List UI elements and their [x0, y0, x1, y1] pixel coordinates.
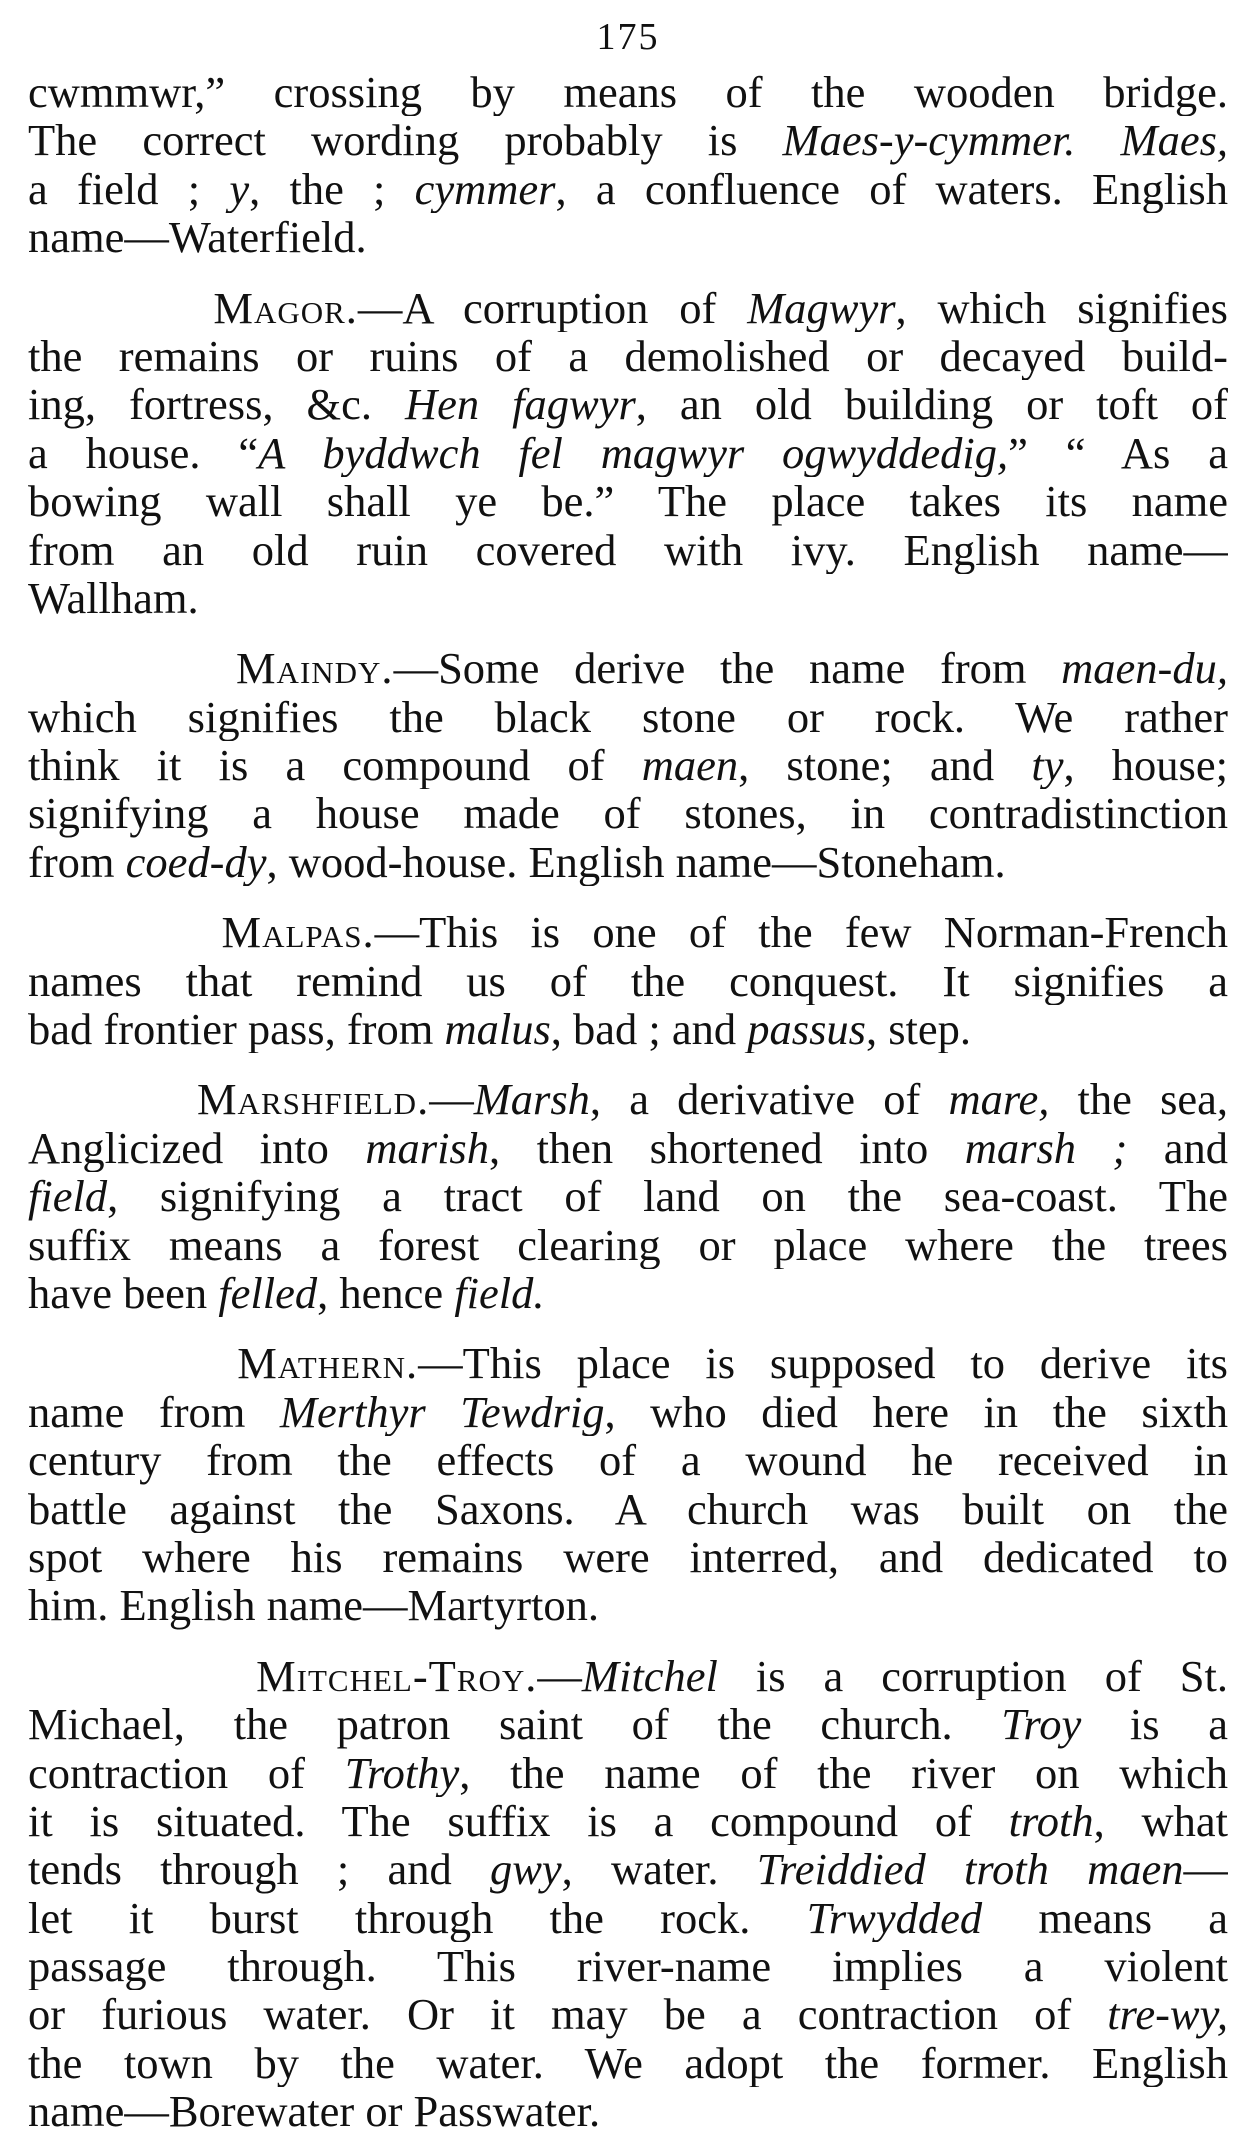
intro-paragraph — [28, 68, 1228, 262]
entry-malpas — [28, 908, 1228, 1053]
text-line: field, signifying a tract of land on the sea-coast. The — [28, 1172, 1228, 1221]
text-line: Maindy.—Some derive the name from maen-du, — [235, 644, 1228, 693]
text-line: Mathern.—This place is supposed to derive its — [237, 1339, 1228, 1388]
entry-heading: Mathern. — [237, 1339, 419, 1388]
text-line: Mitchel-Troy.—Mitchel is a corruption of St. — [256, 1651, 1228, 1701]
book-page — [28, 14, 1228, 2136]
text-line: a field ; y, the ; cymmer, a confluence of waters. English — [28, 164, 1228, 214]
entry-magor — [28, 284, 1228, 623]
text-line: bowing wall shall ye be.” The place takes its name — [28, 477, 1228, 526]
text-line: The correct wording probably is Maes-y-cymmer. Maes, — [28, 116, 1228, 165]
text-line: passage through. This river-name implies a violent — [28, 1942, 1228, 1991]
text-line: have been felled, hence field. — [28, 1268, 545, 1318]
text-line: name from Merthyr Tewdrig, who died here in the sixth — [28, 1387, 1228, 1437]
text-line: a house. “A byddwch fel magwyr ogwyddedig,” “ As a — [28, 428, 1228, 478]
text-line: suffix means a forest clearing or place where the trees — [28, 1220, 1228, 1269]
text-line: from an old ruin covered with ivy. English name— — [28, 525, 1228, 574]
entry-mitchel-troy — [28, 1652, 1228, 2136]
text-line: battle against the Saxons. A church was built on the — [28, 1484, 1228, 1533]
text-line: Wallham. — [28, 573, 199, 623]
text-line: which signifies the black stone or rock. We rather — [28, 692, 1228, 742]
entry-heading: Maindy. — [235, 644, 394, 693]
text-line: signifying a house made of stones, in contradistinction — [28, 789, 1228, 838]
text-line: tends through ; and gwy, water. Treiddied troth maen— — [28, 1845, 1228, 1894]
entry-mathern — [28, 1339, 1228, 1629]
text-line: Magor.—A corruption of Magwyr, which signifies — [213, 283, 1228, 332]
text-line: Marshfield.—Marsh, a derivative of mare, the sea, — [196, 1075, 1228, 1124]
text-line: from coed-dy, wood-house. English name—Stoneham. — [28, 837, 1006, 887]
entry-heading: Mitchel-Troy. — [256, 1651, 538, 1701]
entry-heading: Magor. — [213, 283, 358, 332]
text-line: the town by the water. We adopt the former. English — [28, 2038, 1228, 2088]
text-line: name—Waterfield. — [28, 213, 367, 262]
text-line: it is situated. The suffix is a compound of troth, what — [28, 1796, 1228, 1846]
text-line: contraction of Trothy, the name of the river on which — [28, 1748, 1228, 1797]
text-line: century from the effects of a wound he received in — [28, 1436, 1228, 1485]
entry-heading: Marshfield. — [196, 1075, 430, 1124]
text-line: spot where his remains were interred, and dedicated to — [28, 1532, 1228, 1582]
text-line: cwmmwr,” crossing by means of the wooden bridge. — [28, 68, 1228, 117]
text-line: him. English name—Martyrton. — [28, 1581, 600, 1630]
entry-marshfield — [28, 1075, 1228, 1317]
text-line: or furious water. Or it may be a contraction of tre-wy, — [28, 1990, 1228, 2039]
text-line: Anglicized into marish, then shortened into marsh ; and — [28, 1123, 1228, 1173]
text-line: bad frontier pass, from malus, bad ; and passus, step. — [28, 1005, 972, 1054]
text-line: think it is a compound of maen, stone; and ty, house; — [28, 741, 1228, 790]
text-line: Malpas.—This is one of the few Norman-French — [221, 908, 1228, 957]
text-line: the remains or ruins of a demolished or decayed build- — [28, 331, 1228, 381]
text-line: let it burst through the rock. Trwydded means a — [28, 1893, 1228, 1943]
page-number: 175 — [596, 16, 660, 58]
text-line: Michael, the patron saint of the church. Troy is a — [28, 1700, 1228, 1749]
entry-maindy — [28, 644, 1228, 886]
entry-heading: Malpas. — [221, 908, 375, 957]
text-line: name—Borewater or Passwater. — [28, 2087, 601, 2136]
text-line: names that remind us of the conquest. It signifies a — [28, 956, 1228, 1006]
text-line: ing, fortress, &c. Hen fagwyr, an old building or toft of — [28, 380, 1228, 429]
